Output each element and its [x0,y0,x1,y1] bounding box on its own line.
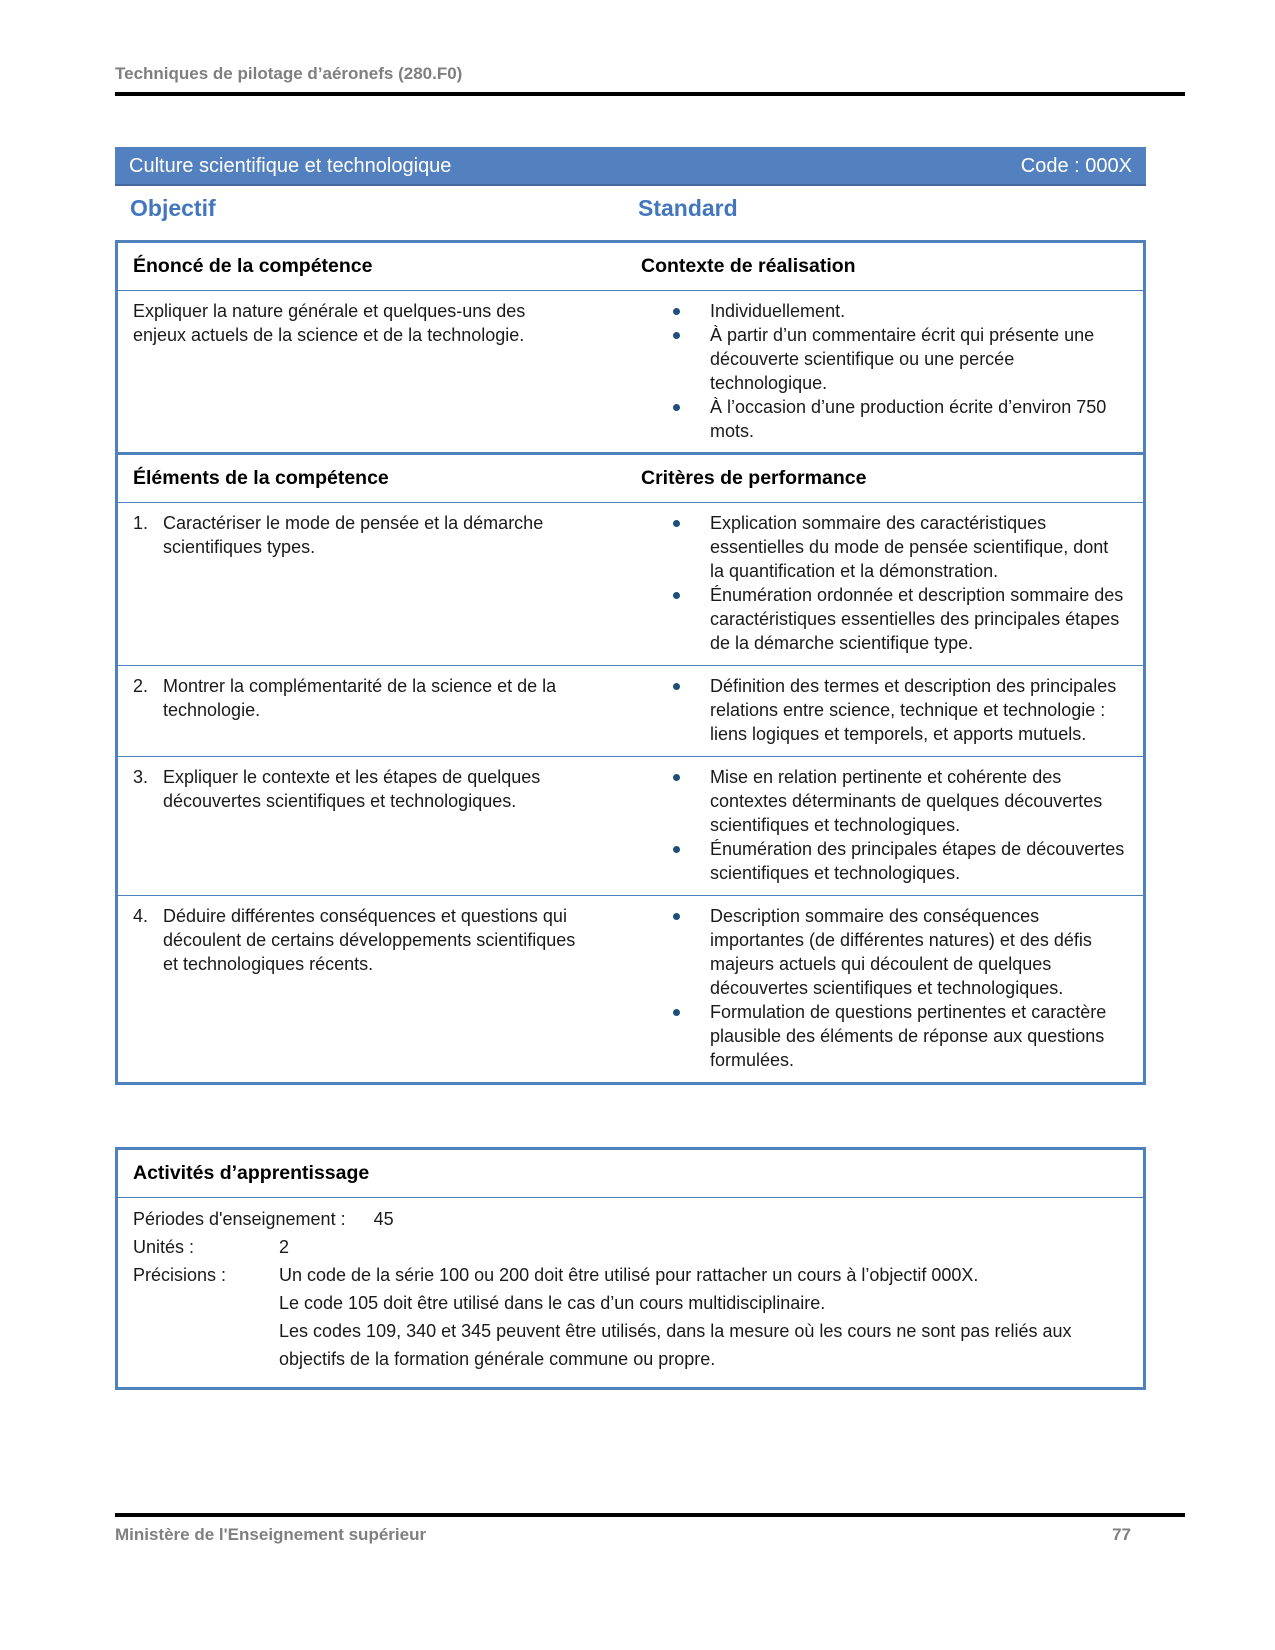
criterion-bullet: Définition des termes et description des principales relations entre science, technique et technologie : liens logiques et temporels, et apports mutuels. [641,674,1131,746]
banner-code: Code : 000X [1020,154,1132,177]
footer-ministry: Ministère de l'Enseignement supérieur [115,1525,427,1544]
bullet-icon [673,592,680,599]
bullet-icon [673,774,680,781]
criterion-bullet: Mise en relation pertinente et cohérente des contextes déterminants de quelques découvertes scientifiques et technologiques. [641,765,1131,837]
criterion-bullet: Description sommaire des conséquences importantes (de différentes natures) et des défis majeurs actuels qui découlent de quelques découvertes scientifiques et technologiques. [641,904,1131,1000]
running-header [115,62,1185,96]
element-number: 3. [133,767,149,787]
column-headings [115,196,1146,230]
criterion-bullet: Formulation de questions pertinentes et caractère plausible des éléments de réponse aux questions formulées. [641,1000,1131,1072]
element-number: 1. [133,513,149,533]
activities-header: Activités d’apprentissage [118,1150,1143,1198]
bullet-icon [673,913,680,920]
standard-heading: Standard [638,195,738,221]
element-row-2 [118,666,1143,757]
section-banner [115,147,1146,186]
element-row-3 [118,757,1143,896]
context-bullet: À partir d’un commentaire écrit qui présente une découverte scientifique ou une percée technologique. [641,323,1131,395]
competency-table-header [118,243,1143,291]
context-bullet: À l’occasion d’une production écrite d’environ 750 mots. [641,395,1131,443]
elements-table [115,452,1146,1085]
running-footer [115,1513,1185,1547]
periods-label: Périodes d'enseignement : [133,1209,346,1229]
bullet-icon [673,520,680,527]
element-text: Montrer la complémentarité de la science et de la technologie. [163,676,557,720]
competency-statement: Expliquer la nature générale et quelques-uns des enjeux actuels de la science et de la technologie. [133,301,526,345]
bullet-icon [673,1009,680,1016]
precisions-label: Précisions : [133,1265,227,1285]
element-number: 2. [133,676,149,696]
element-text: Déduire différentes conséquences et questions qui découlent de certains développements scientifiques et technologiques récents. [163,906,576,974]
element-number: 4. [133,906,149,926]
criterion-bullet: Énumération ordonnée et description sommaire des caractéristiques essentielles des principales étapes de la démarche scientifique type. [641,583,1131,655]
enonce-header: Énoncé de la compétence [133,255,373,277]
header-title: Techniques de pilotage d’aéronefs (280.F0) [115,64,463,83]
contexte-header: Contexte de réalisation [641,255,856,277]
element-row-4 [118,896,1143,1082]
competency-table [115,240,1146,456]
bullet-icon [673,683,680,690]
periods-value: 45 [373,1209,394,1229]
objectif-heading: Objectif [130,195,216,221]
bullet-icon [673,404,680,411]
header-rule [115,92,1185,96]
context-bullet: Individuellement. [641,299,1131,323]
element-row-1 [118,503,1143,666]
bullet-icon [673,308,680,315]
criteres-header: Critères de performance [641,467,867,489]
criterion-bullet: Explication sommaire des caractéristiques essentielles du mode de pensée scientifique, dont la quantification et la démonstration. [641,511,1131,583]
elements-table-header [118,455,1143,503]
footer-page-number: 77 [1112,1525,1131,1544]
activities-table [115,1147,1146,1390]
units-row [133,1233,1128,1261]
bullet-icon [673,846,680,853]
periods-row [133,1205,1128,1233]
units-value: 2 [279,1237,290,1257]
element-text: Expliquer le contexte et les étapes de quelques découvertes scientifiques et technologiques. [163,767,541,811]
competency-row [118,291,1143,453]
precisions-row [133,1261,1128,1373]
criterion-bullet: Énumération des principales étapes de découvertes scientifiques et technologiques. [641,837,1131,885]
elements-header: Éléments de la compétence [133,467,389,489]
bullet-icon [673,332,680,339]
precisions-text: Un code de la série 100 ou 200 doit être utilisé pour rattacher un cours à l’objectif 000X. Le code 105 doit être utilisé dans le cas d’un cours multidisciplinaire. Les codes 109, 340 et 345 peuvent être utilisés, dans la mesure où les cours ne sont pas reliés aux objectifs de la formation générale commune ou propre. [279,1265,1072,1369]
element-text: Caractériser le mode de pensée et la démarche scientifiques types. [163,513,544,557]
banner-title: Culture scientifique et technologique [129,154,452,177]
units-label: Unités : [133,1237,195,1257]
